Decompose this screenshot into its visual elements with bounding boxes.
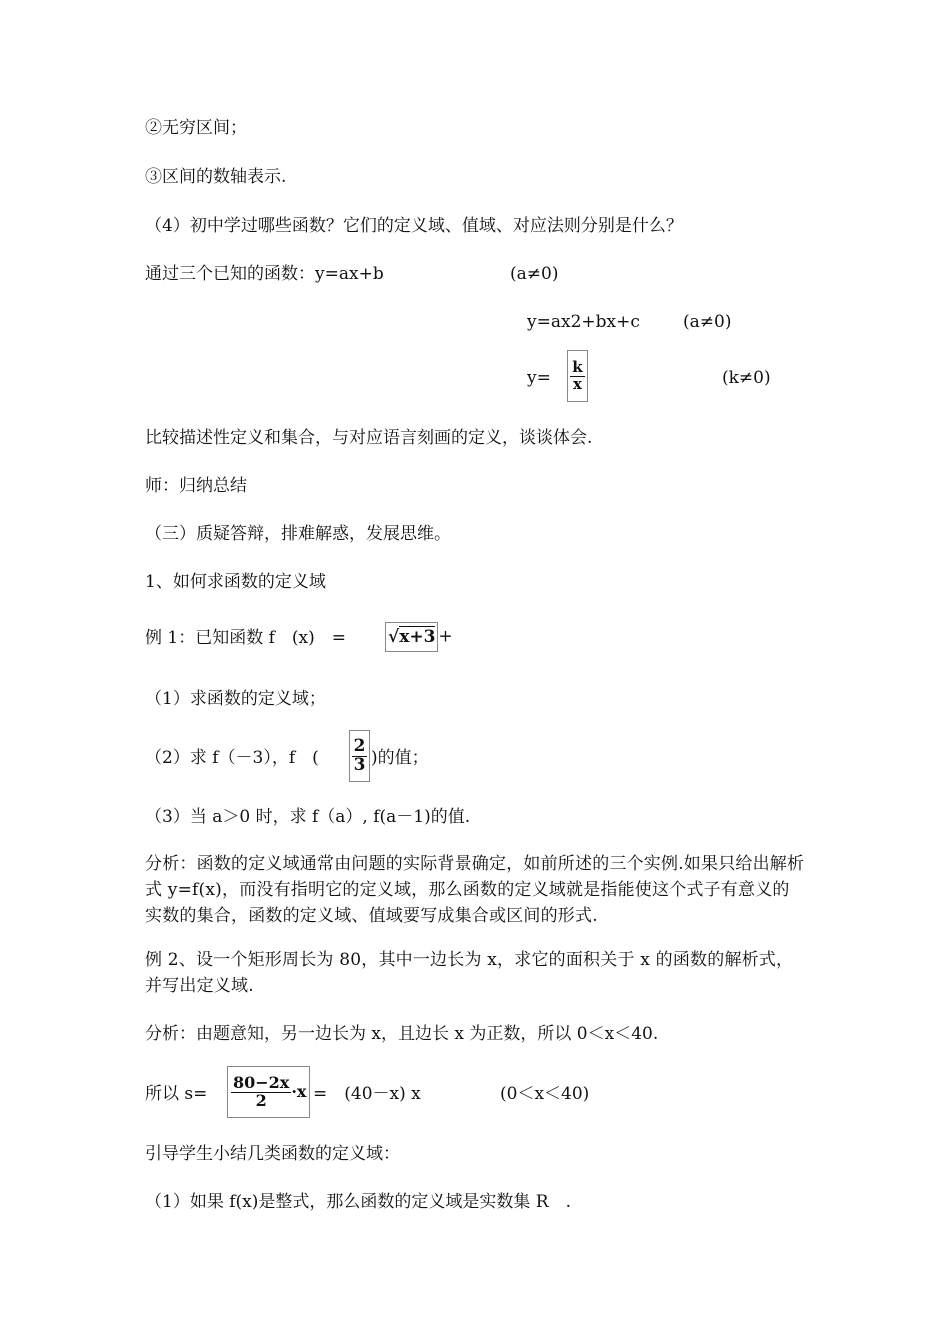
line-compare-definitions: 比较描述性定义和集合，与对应语言刻画的定义，谈谈体会. [145,428,593,448]
line-part-2 [145,746,319,770]
example-1-text: 例 1：已知函数 f (x) = [145,628,347,648]
area-denominator: 2 [255,1090,267,1110]
two-thirds-formula [349,730,370,782]
quadratic-condition: (a≠0) [683,312,732,332]
inverse-function-label: y= [527,368,551,388]
two-numerator: 2 [353,735,366,756]
inverse-condition: (k≠0) [722,368,771,388]
linear-condition: (a≠0) [510,264,559,284]
line-guide-students: 引导学生小结几类函数的定义域： [145,1144,400,1164]
area-condition: (0＜x＜40) [500,1084,590,1104]
part-2-text: （2）求 f（－3），f ( [145,748,319,768]
sqrt-sign: √ [388,627,400,647]
quadratic-function: y=ax2+bx+c [527,312,640,332]
line-heading-domain: 1、如何求函数的定义域 [145,572,326,592]
line-section-three: （三）质疑答辩，排难解惑，发展思维。 [145,524,451,544]
area-expansion: = (40－x) x [313,1084,421,1104]
line-question-4: （4）初中学过哪些函数？它们的定义域、值域、对应法则分别是什么？ [145,216,683,236]
line-example-1 [145,626,346,650]
example-2-paragraph: 例 2、设一个矩形周长为 80，其中一边长为 x，求它的面积关于 x 的函数的解析式，并写出定义域. [145,950,794,996]
sqrt-radicand: x+3 [399,627,436,647]
analysis-paragraph-1: 分析：函数的定义域通常由问题的实际背景确定，如前所述的三个实例.如果只给出解析式 y=f(x)，而没有指明它的定义域，那么函数的定义域就是指能使这个式子有意义的实数的集合，函数的定义域、值域要写成集合或区间的形式. [145,854,805,926]
k-numerator: k [572,357,583,376]
area-times-x: ·x [291,1082,307,1101]
three-denominator: 3 [353,754,366,775]
sqrt-formula [385,622,453,652]
line-linear-function: 通过三个已知的函数：y=ax+b [145,264,384,284]
x-denominator: x [573,374,582,393]
line-part-1: （1）求函数的定义域； [145,689,326,709]
line-number-axis: ③区间的数轴表示. [145,167,287,187]
line-polynomial-domain: （1）如果 f(x)是整式，那么函数的定义域是实数集 R . [145,1192,571,1212]
line-teacher-summary: 师：归纳总结 [145,476,247,496]
line-infinite-interval: ②无穷区间； [145,118,247,138]
k-over-x-formula [567,350,586,400]
area-numerator: 80−2x [233,1072,290,1092]
plus-sign: + [438,626,453,647]
line-analysis-2: 分析：由题意知，另一边长为 x，且边长 x 为正数，所以 0＜x＜40. [145,1024,659,1044]
part-2-tail: )的值； [371,748,429,768]
line-area-formula-label: 所以 s= [145,1084,208,1104]
area-formula [227,1066,310,1118]
line-part-3: （3）当 a＞0 时，求 f（a）, f(a－1)的值. [145,807,471,827]
